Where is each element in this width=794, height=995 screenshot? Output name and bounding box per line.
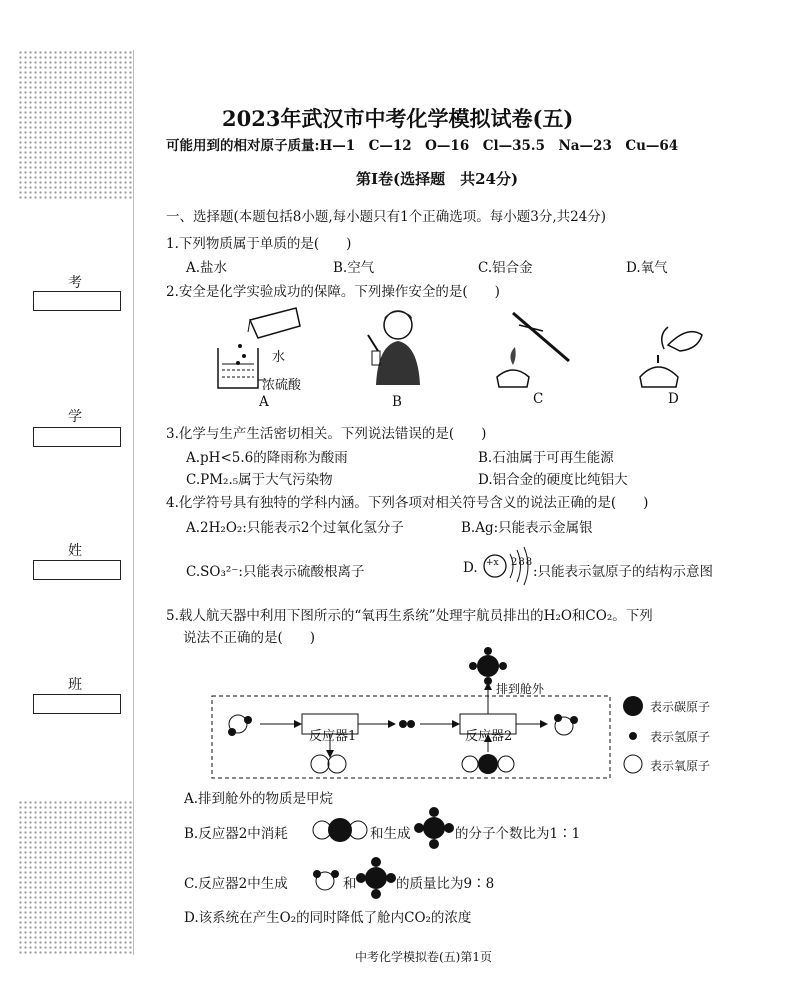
exam-number-box[interactable]: [33, 291, 121, 311]
water-molecule-icon: [312, 864, 342, 894]
methane-molecule-icon: [414, 806, 454, 850]
q3-option-d: D.铝合金的硬度比纯铝大: [478, 472, 628, 488]
field-label-name: 姓: [68, 543, 104, 559]
q5-stem-line1: 5.载人航天器中利用下图所示的“氧再生系统”处理宇航员排出的H₂O和CO₂。下列: [166, 608, 653, 624]
page-title: 2023年武汉市中考化学模拟试卷(五): [222, 106, 574, 131]
oxygen-regeneration-diagram: [208, 646, 711, 786]
reactor1-label: 反应器1: [309, 729, 357, 744]
q5-stem-line2: 说法不正确的是( ): [183, 630, 316, 646]
q5-option-d: D.该系统在产生O₂的同时降低了舱内CO₂的浓度: [184, 910, 472, 926]
school-box[interactable]: [33, 427, 121, 447]
page-footer: 中考化学模拟卷(五)第1页: [355, 950, 492, 964]
margin-pattern-top: [18, 50, 133, 200]
co2-molecule-icon: [312, 815, 368, 845]
q4-option-c: C.SO₃²⁻:只能表示硫酸根离子: [186, 564, 365, 580]
q5-option-b-pre: B.反应器2中消耗: [184, 826, 288, 842]
legend-carbon: 表示碳原子: [650, 700, 711, 714]
q3-stem: 3.化学与生产生活密切相关。下列说法错误的是( ): [166, 426, 487, 442]
alcohol-lamp-illustration: [628, 305, 708, 390]
q2-option-a: A: [259, 394, 269, 410]
q5-option-c-post: 的质量比为9∶8: [396, 876, 495, 892]
water-label: 水: [272, 350, 286, 365]
q2-stem: 2.安全是化学实验成功的保障。下列操作安全的是( ): [166, 284, 500, 300]
atomic-masses: 可能用到的相对原子质量:H—1 C—12 O—16 Cl—35.5 Na—23 Cu—64: [166, 138, 679, 154]
instructions: 一、选择题(本题包括8小题,每小题只有1个正确选项。每小题3分,共24分): [166, 209, 607, 225]
q1-stem: 1.下列物质属于单质的是( ): [166, 236, 352, 252]
acid-label: 浓硫酸: [262, 378, 302, 393]
field-label-school: 学: [68, 409, 104, 425]
field-label-class: 班: [68, 677, 104, 693]
q5-option-b-post: 的分子个数比为1∶1: [455, 826, 581, 842]
q1-option-a: A.盐水: [186, 260, 228, 276]
q2-option-c: C: [533, 391, 544, 407]
q3-option-a: A.pH<5.6的降雨称为酸雨: [186, 450, 348, 466]
atom-nucleus-label: +x: [486, 558, 499, 568]
q4-stem: 4.化学符号具有独特的学科内涵。下列各项对相关符号含义的说法正确的是( ): [166, 495, 649, 511]
q3-option-b: B.石油属于可再生能源: [478, 450, 614, 466]
q5-option-b-mid: 和生成: [370, 826, 411, 842]
heating-tube-illustration: [493, 305, 583, 390]
name-box[interactable]: [33, 560, 121, 580]
q1-option-d: D.氧气: [626, 260, 668, 276]
q1-option-c: C.铝合金: [478, 260, 533, 276]
margin-pattern-bottom: [18, 800, 133, 955]
legend-oxygen: 表示氧原子: [650, 759, 711, 773]
q1-option-b: B.空气: [333, 260, 375, 276]
q5-option-c-pre: C.反应器2中生成: [184, 876, 288, 892]
smelling-gas-illustration: [358, 305, 428, 390]
methane-molecule-icon-2: [356, 856, 396, 900]
q4-option-b: B.Ag:只能表示金属银: [461, 520, 593, 536]
section-heading: 第Ⅰ卷(选择题 共24分): [356, 170, 519, 188]
q4-option-d-text: :只能表示氩原子的结构示意图: [533, 564, 714, 580]
atom-shells-label: 288: [511, 557, 534, 568]
q4-option-a: A.2H₂O₂:只能表示2个过氧化氢分子: [186, 520, 404, 536]
q3-option-c: C.PM₂.₅属于大气污染物: [186, 472, 333, 488]
q5-option-a: A.排到舱外的物质是甲烷: [184, 791, 334, 807]
class-box[interactable]: [33, 694, 121, 714]
q2-option-d: D: [668, 391, 679, 407]
q2-option-b: B: [392, 394, 402, 410]
q4-option-d: D.: [463, 560, 478, 576]
reactor2-label: 反应器2: [465, 729, 513, 744]
q5-option-c-mid: 和: [343, 876, 357, 892]
field-label-exam-number: 考: [68, 275, 104, 291]
vent-label: 排到舱外: [496, 682, 545, 696]
legend-hydrogen: 表示氢原子: [650, 730, 711, 744]
